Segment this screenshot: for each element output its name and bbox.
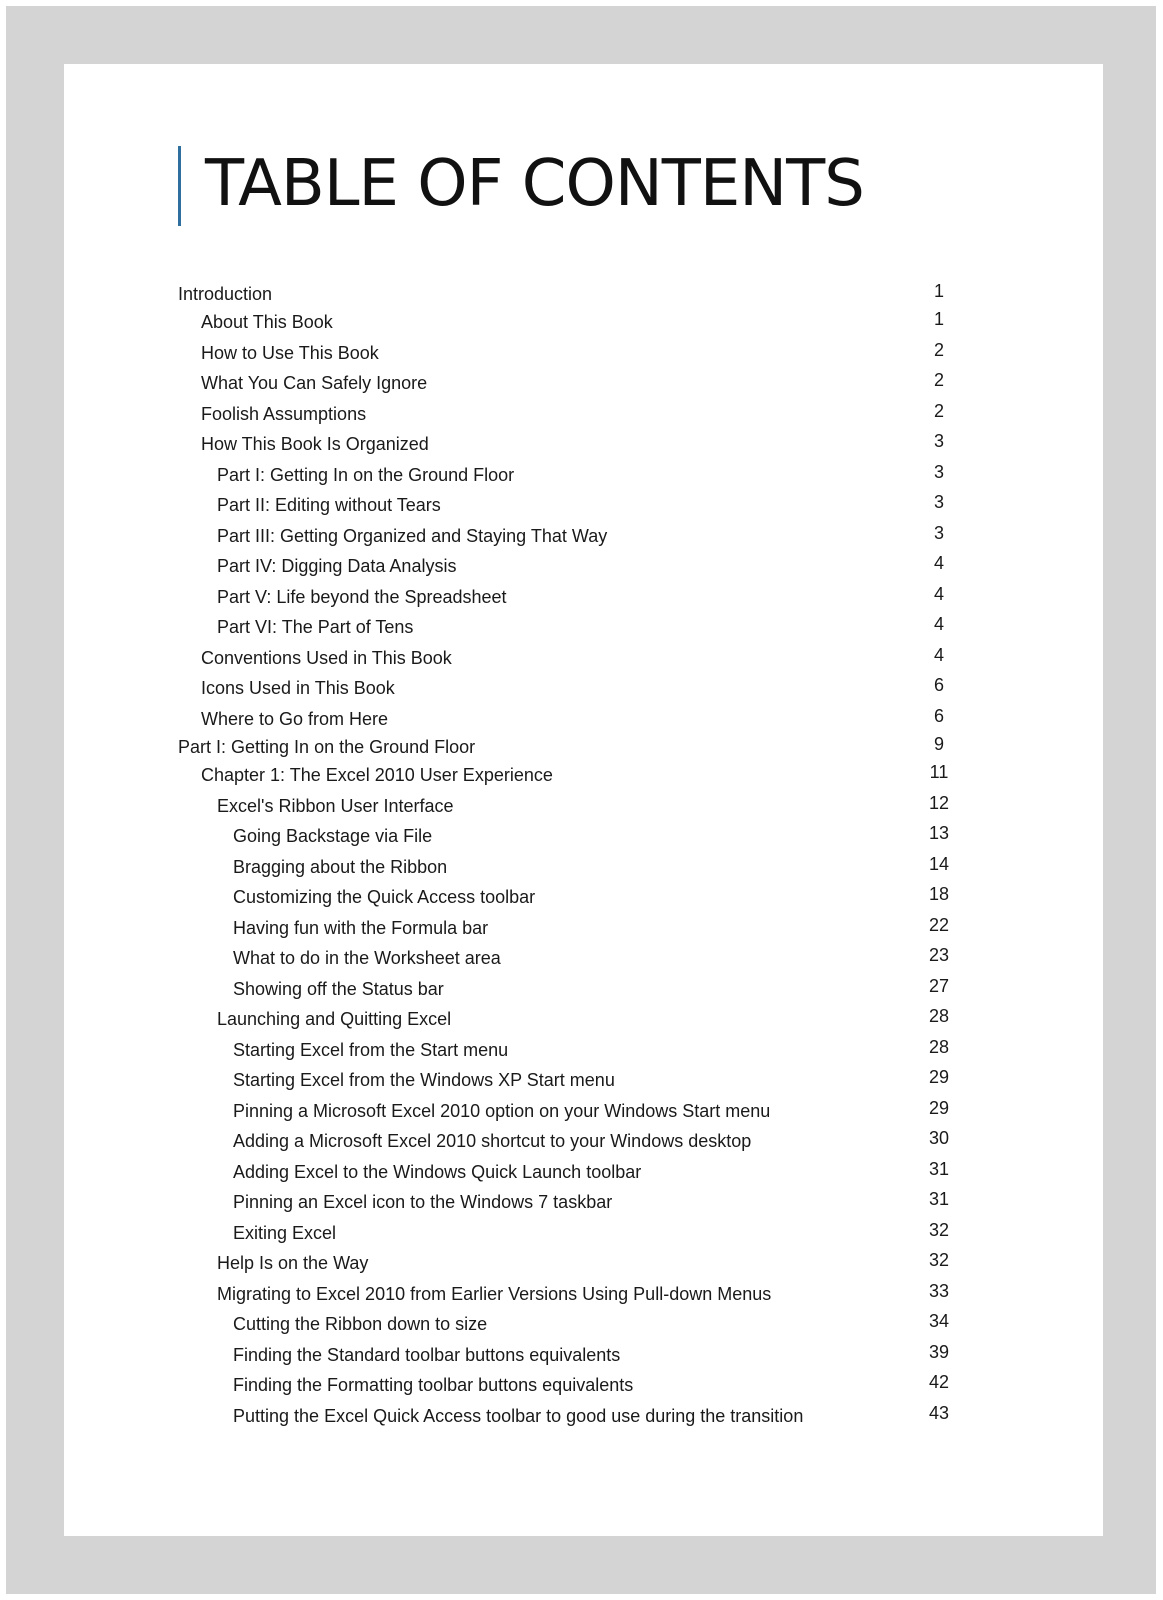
toc-entry[interactable] — [64, 462, 1103, 488]
toc-entry-title: Part VI: The Part of Tens — [217, 617, 414, 637]
toc-entry-title: Help Is on the Way — [217, 1253, 369, 1273]
toc-entry-title: Foolish Assumptions — [201, 403, 367, 424]
toc-entry-page-number: 43 — [928, 1402, 950, 1423]
toc-entry-page-number: 1 — [933, 281, 944, 301]
table-of-contents — [64, 64, 1103, 1469]
toc-entry-title: Introduction — [178, 284, 273, 304]
toc-entry[interactable] — [64, 309, 1103, 335]
toc-entry[interactable] — [64, 1128, 1103, 1154]
toc-entry[interactable] — [64, 1403, 1103, 1429]
toc-entry-title: Excel's Ribbon User Interface — [217, 795, 454, 816]
toc-entry-page-number: 39 — [928, 1341, 950, 1362]
toc-entry-page-number: 29 — [928, 1097, 950, 1118]
toc-entry[interactable] — [64, 823, 1103, 849]
toc-entry-title: Migrating to Excel 2010 from Earlier Versions Using Pull-down Menus — [217, 1283, 772, 1304]
toc-entry-title: Icons Used in This Book — [201, 678, 395, 698]
toc-entry-page-number: 31 — [928, 1158, 950, 1179]
toc-entry-page-number: 6 — [933, 705, 944, 726]
toc-entry-page-number: 18 — [928, 884, 950, 904]
toc-entry-title: Finding the Standard toolbar buttons equivalents — [233, 1344, 621, 1365]
toc-entry[interactable] — [64, 762, 1103, 788]
toc-entry-title: Pinning a Microsoft Excel 2010 option on your Windows Start menu — [233, 1100, 771, 1121]
toc-entry-page-number: 2 — [933, 339, 944, 360]
toc-entry-page-number: 3 — [933, 461, 944, 482]
toc-entry-page-number: 3 — [933, 492, 944, 512]
page-title: TABLE OF CONTENTS — [205, 147, 864, 221]
toc-entry-page-number: 28 — [928, 1006, 950, 1026]
toc-entry[interactable] — [64, 645, 1103, 671]
toc-entry-page-number: 14 — [928, 853, 950, 874]
toc-entry-page-number: 27 — [928, 975, 950, 996]
toc-entry-title: Part II: Editing without Tears — [217, 495, 441, 515]
toc-entry[interactable] — [64, 1220, 1103, 1246]
toc-entry-title: Part III: Getting Organized and Staying That Way — [217, 525, 608, 546]
toc-entry[interactable] — [64, 1067, 1103, 1093]
toc-entry-page-number: 29 — [928, 1067, 950, 1087]
toc-entry-page-number: 22 — [928, 914, 950, 935]
toc-entry[interactable] — [64, 854, 1103, 880]
toc-entry-title: Part V: Life beyond the Spreadsheet — [217, 586, 507, 607]
toc-entry-title: Finding the Formatting toolbar buttons equivalents — [233, 1375, 634, 1395]
toc-entry-page-number: 4 — [933, 583, 944, 604]
toc-entry-title: Cutting the Ribbon down to size — [233, 1314, 488, 1334]
toc-entry[interactable] — [64, 884, 1103, 910]
toc-entry[interactable] — [64, 401, 1103, 427]
toc-entry-title: Putting the Excel Quick Access toolbar to good use during the transition — [233, 1405, 804, 1426]
toc-entry-title: Where to Go from Here — [201, 708, 389, 729]
toc-entry[interactable] — [64, 793, 1103, 819]
toc-entry-page-number: 33 — [928, 1280, 950, 1301]
toc-entry[interactable] — [64, 1006, 1103, 1032]
toc-entry-title: Launching and Quitting Excel — [217, 1009, 452, 1029]
toc-entry-title: Customizing the Quick Access toolbar — [233, 887, 536, 907]
toc-entry[interactable] — [64, 1281, 1103, 1307]
toc-entry-title: Part I: Getting In on the Ground Floor — [217, 464, 515, 485]
toc-entry[interactable] — [64, 614, 1103, 640]
toc-entry-title: How This Book Is Organized — [201, 434, 429, 454]
toc-entry-title: What You Can Safely Ignore — [201, 373, 428, 393]
toc-entry[interactable] — [64, 1372, 1103, 1398]
toc-entry[interactable] — [64, 431, 1103, 457]
toc-entry-page-number: 30 — [928, 1128, 950, 1148]
toc-entry-page-number: 12 — [928, 792, 950, 813]
toc-entry-title: Part I: Getting In on the Ground Floor — [178, 737, 476, 757]
toc-entry-page-number: 28 — [928, 1036, 950, 1057]
toc-entry[interactable] — [64, 281, 1103, 307]
toc-entry[interactable] — [64, 1250, 1103, 1276]
toc-entry-page-number: 32 — [928, 1219, 950, 1240]
toc-entry-title: Starting Excel from the Windows XP Start menu — [233, 1070, 615, 1090]
toc-entry-title: Going Backstage via File — [233, 826, 433, 846]
toc-entry[interactable] — [64, 492, 1103, 518]
toc-entry-page-number: 11 — [929, 762, 949, 782]
toc-entry-page-number: 4 — [933, 553, 944, 573]
toc-entry-page-number: 34 — [928, 1311, 950, 1331]
toc-entry[interactable] — [64, 1037, 1103, 1063]
toc-entry[interactable] — [64, 706, 1103, 732]
toc-entry-page-number: 13 — [928, 823, 950, 843]
toc-entry-page-number: 42 — [928, 1372, 950, 1392]
toc-entry-title: What to do in the Worksheet area — [233, 948, 501, 968]
toc-entry-page-number: 31 — [928, 1189, 950, 1209]
toc-entry-page-number: 2 — [933, 370, 944, 390]
toc-entry-page-number: 4 — [933, 614, 944, 634]
toc-entry[interactable] — [64, 370, 1103, 396]
toc-entry[interactable] — [64, 584, 1103, 610]
toc-entry[interactable] — [64, 1159, 1103, 1185]
toc-entry[interactable] — [64, 1189, 1103, 1215]
toc-entry-title: How to Use This Book — [201, 342, 379, 363]
toc-entry[interactable] — [64, 915, 1103, 941]
toc-entry-title: Conventions Used in This Book — [201, 647, 452, 668]
toc-entry-title: Adding Excel to the Windows Quick Launch toolbar — [233, 1161, 642, 1182]
toc-entry-title: Adding a Microsoft Excel 2010 shortcut to your Windows desktop — [233, 1131, 752, 1151]
toc-entry-page-number: 3 — [933, 431, 944, 451]
toc-entry-page-number: 6 — [933, 675, 944, 695]
toc-entry[interactable] — [64, 340, 1103, 366]
toc-entry-title: Having fun with the Formula bar — [233, 917, 489, 938]
toc-entry-title: Pinning an Excel icon to the Windows 7 taskbar — [233, 1192, 613, 1212]
toc-entry-page-number: 2 — [933, 400, 944, 421]
toc-entry[interactable] — [64, 1342, 1103, 1368]
toc-entry-page-number: 9 — [933, 734, 944, 754]
toc-entry-title: Exiting Excel — [233, 1222, 337, 1243]
document-page — [64, 64, 1103, 1536]
toc-entry[interactable] — [64, 945, 1103, 971]
toc-entry-page-number: 3 — [933, 522, 944, 543]
toc-entry[interactable] — [64, 523, 1103, 549]
toc-entry-page-number: 32 — [928, 1250, 950, 1270]
toc-entry[interactable] — [64, 734, 1103, 760]
toc-entry[interactable] — [64, 1311, 1103, 1337]
toc-entry-title: Chapter 1: The Excel 2010 User Experience — [201, 765, 553, 785]
toc-entry-title: Showing off the Status bar — [233, 978, 444, 999]
toc-entry-page-number: 1 — [933, 309, 944, 329]
toc-entry-page-number: 4 — [933, 644, 944, 665]
toc-entry[interactable] — [64, 675, 1103, 701]
toc-entry-title: Bragging about the Ribbon — [233, 856, 448, 877]
toc-entry[interactable] — [64, 1098, 1103, 1124]
toc-entry-title: Starting Excel from the Start menu — [233, 1039, 509, 1060]
toc-entry[interactable] — [64, 553, 1103, 579]
toc-entry-title: Part IV: Digging Data Analysis — [217, 556, 457, 576]
toc-entry[interactable] — [64, 976, 1103, 1002]
toc-entry-page-number: 23 — [928, 945, 950, 965]
toc-entry-title: About This Book — [201, 312, 333, 332]
